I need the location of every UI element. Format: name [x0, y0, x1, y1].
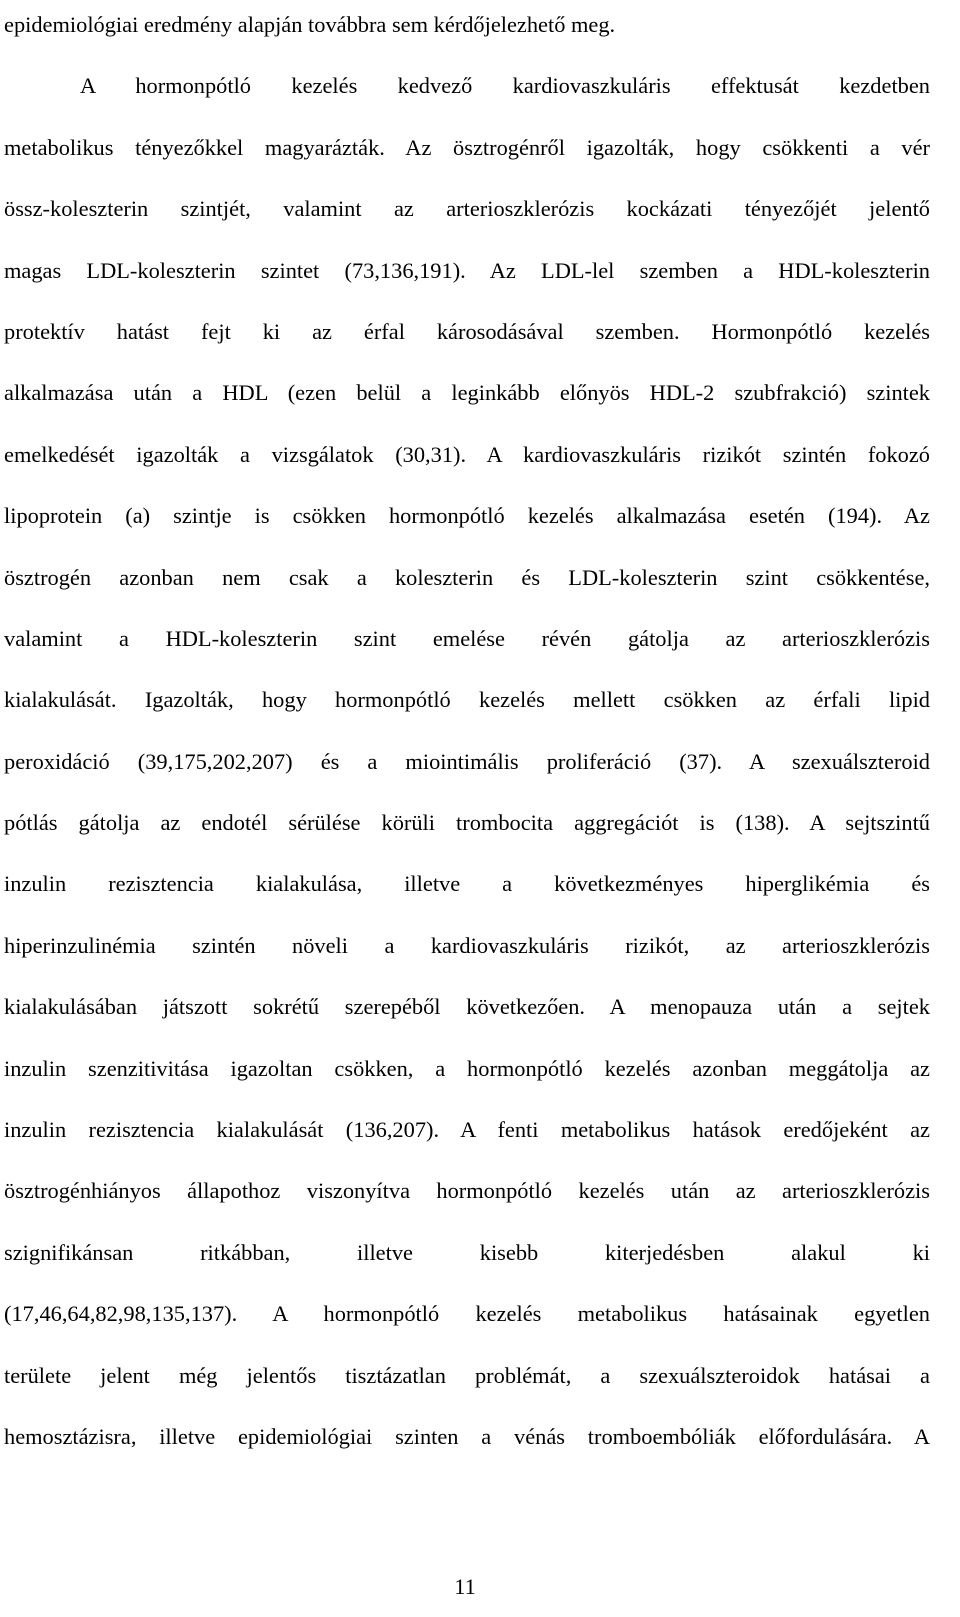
- text-line: metabolikus tényezőkkel magyarázták. Az ösztrogénről igazolták, hogy csökkenti a vér: [4, 134, 930, 160]
- text-line: peroxidáció (39,175,202,207) és a miointimális proliferáció (37). A szexuálszteroid: [4, 748, 930, 774]
- text-line: kialakulásában játszott sokrétű szerepéből következően. A menopauza után a sejtek: [4, 994, 930, 1020]
- text-line: inzulin szenzitivitása igazoltan csökken, a hormonpótló kezelés azonban meggátolja az: [4, 1055, 930, 1081]
- text-line: magas LDL-koleszterin szintet (73,136,191). Az LDL-lel szemben a HDL-koleszterin: [4, 257, 930, 283]
- text-line: inzulin rezisztencia kialakulása, illetve a következményes hiperglikémia és: [4, 871, 930, 897]
- text-line: A hormonpótló kezelés kedvező kardiovaszkuláris effektusát kezdetben: [80, 73, 930, 99]
- text-line: epidemiológiai eredmény alapján továbbra sem kérdőjelezhető meg.: [4, 12, 616, 37]
- text-line: emelkedését igazolták a vizsgálatok (30,31). A kardiovaszkuláris rizikót szintén fokozó: [4, 441, 930, 467]
- text-line: ösztrogén azonban nem csak a koleszterin és LDL-koleszterin szint csökkentése,: [4, 564, 930, 590]
- text-line: valamint a HDL-koleszterin szint emelése révén gátolja az arterioszklerózis: [4, 625, 930, 651]
- text-line: alkalmazása után a HDL (ezen belül a leginkább előnyös HDL-2 szubfrakció) szintek: [4, 380, 930, 406]
- text-line: össz-koleszterin szintjét, valamint az arterioszklerózis kockázati tényezőjét jelentő: [4, 196, 930, 222]
- text-line: hemosztázisra, illetve epidemiológiai szinten a vénás tromboembóliák előfordulására. A: [4, 1423, 930, 1449]
- text-line: hiperinzulinémia szintén növeli a kardiovaszkuláris rizikót, az arterioszklerózis: [4, 932, 930, 958]
- text-line: kialakulását. Igazolták, hogy hormonpótló kezelés mellett csökken az érfali lipid: [4, 687, 930, 713]
- text-line: lipoprotein (a) szintje is csökken hormonpótló kezelés alkalmazása esetén (194). Az: [4, 503, 930, 529]
- text-line: szignifikánsan ritkábban, illetve kisebb kiterjedésben alakul ki: [4, 1239, 930, 1265]
- text-line: pótlás gátolja az endotél sérülése körüli trombocita aggregációt is (138). A sejtszintű: [4, 810, 930, 836]
- text-line: ösztrogénhiányos állapothoz viszonyítva hormonpótló kezelés után az arterioszklerózis: [4, 1178, 930, 1204]
- page-number: 11: [454, 1574, 476, 1599]
- text-line: területe jelent még jelentős tisztázatlan problémát, a szexuálszteroidok hatásai a: [4, 1362, 930, 1388]
- text-line: (17,46,64,82,98,135,137). A hormonpótló kezelés metabolikus hatásainak egyetlen: [4, 1301, 930, 1327]
- body-text: [4, 0, 930, 1467]
- text-line: protektív hatást fejt ki az érfal károsodásával szemben. Hormonpótló kezelés: [4, 318, 930, 344]
- text-line: inzulin rezisztencia kialakulását (136,207). A fenti metabolikus hatások eredőjeként az: [4, 1117, 930, 1143]
